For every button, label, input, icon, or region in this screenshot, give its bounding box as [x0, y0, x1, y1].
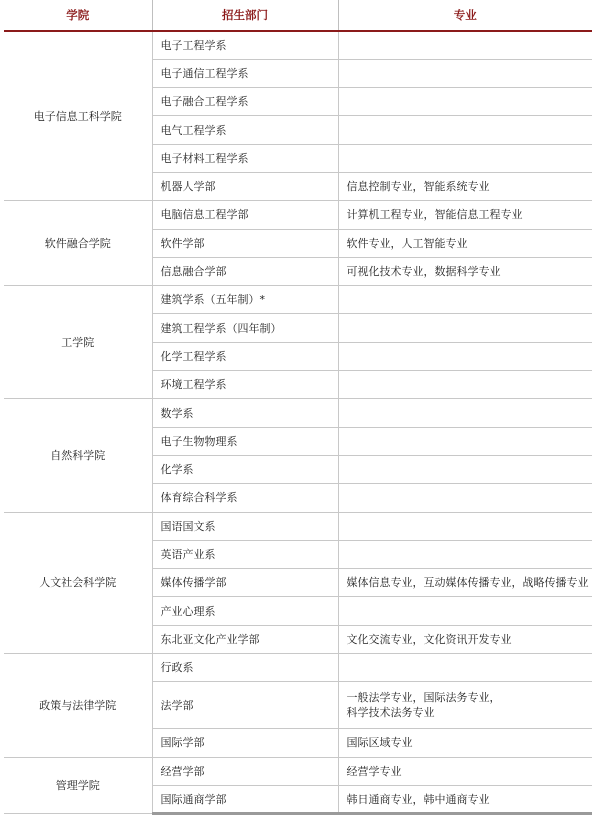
- admissions-table: [4, 0, 592, 815]
- major-cell: 软件专业，人工智能专业: [338, 229, 592, 257]
- department-cell: 化学工程学系: [152, 342, 338, 370]
- major-line: 一般法学专业，国际法务专业，: [346, 691, 501, 705]
- major-cell: 信息控制专业，智能系统专业: [338, 172, 592, 200]
- major-cell: [338, 88, 592, 116]
- department-cell: 数学系: [152, 399, 338, 427]
- college-cell: 工学院: [4, 286, 152, 399]
- department-cell: 软件学部: [152, 229, 338, 257]
- table-row: [4, 286, 592, 314]
- major-cell: 国际区域专业: [338, 729, 592, 757]
- department-cell: 环境工程学系: [152, 371, 338, 399]
- department-cell: 电脑信息工程学部: [152, 201, 338, 229]
- department-cell: 英语产业系: [152, 540, 338, 568]
- major-cell: [338, 427, 592, 455]
- major-cell: [338, 455, 592, 483]
- major-cell: 可视化技术专业，数据科学专业: [338, 257, 592, 285]
- table-row: [4, 31, 592, 59]
- table-row: [4, 757, 592, 785]
- department-cell: 建筑学系（五年制）*: [152, 286, 338, 314]
- department-cell: 建筑工程学系（四年制）: [152, 314, 338, 342]
- department-cell: 电子生物物理系: [152, 427, 338, 455]
- department-cell: 媒体传播学部: [152, 569, 338, 597]
- department-cell: 东北亚文化产业学部: [152, 625, 338, 653]
- major-cell: [338, 31, 592, 59]
- major-cell: 经营学专业: [338, 757, 592, 785]
- department-cell: 国际通商学部: [152, 785, 338, 813]
- department-cell: 电子工程学系: [152, 31, 338, 59]
- department-cell: 行政系: [152, 654, 338, 682]
- table-row: [4, 399, 592, 427]
- major-cell: [338, 342, 592, 370]
- major-cell: [338, 654, 592, 682]
- department-cell: 国际学部: [152, 729, 338, 757]
- department-cell: 信息融合学部: [152, 257, 338, 285]
- department-cell: 电子材料工程学系: [152, 144, 338, 172]
- department-cell: 体育综合科学系: [152, 484, 338, 512]
- major-cell: [338, 116, 592, 144]
- college-cell: 管理学院: [4, 757, 152, 814]
- major-cell: [338, 682, 592, 729]
- major-line: 科学技术法务专业: [346, 706, 435, 720]
- college-cell: 人文社会科学院: [4, 512, 152, 653]
- table-row: [4, 512, 592, 540]
- header-major: 专业: [338, 0, 592, 31]
- major-cell: 媒体信息专业，互动媒体传播专业，战略传播专业: [338, 569, 592, 597]
- department-cell: 产业心理系: [152, 597, 338, 625]
- department-cell: 电子融合工程学系: [152, 88, 338, 116]
- major-cell: [338, 512, 592, 540]
- college-cell: 自然科学院: [4, 399, 152, 512]
- college-cell: 软件融合学院: [4, 201, 152, 286]
- major-cell: [338, 484, 592, 512]
- header-college: 学院: [4, 0, 152, 31]
- department-cell: 国语国文系: [152, 512, 338, 540]
- table-row: [4, 201, 592, 229]
- major-cell: [338, 540, 592, 568]
- major-cell: [338, 399, 592, 427]
- major-cell: [338, 59, 592, 87]
- major-cell: 计算机工程专业，智能信息工程专业: [338, 201, 592, 229]
- major-cell: [338, 597, 592, 625]
- department-cell: 经营学部: [152, 757, 338, 785]
- department-cell: 化学系: [152, 455, 338, 483]
- major-cell: [338, 286, 592, 314]
- department-cell: 电气工程学系: [152, 116, 338, 144]
- major-cell: [338, 144, 592, 172]
- table-header-row: [4, 0, 592, 31]
- college-cell: 政策与法律学院: [4, 654, 152, 758]
- major-cell: [338, 314, 592, 342]
- major-cell: [338, 371, 592, 399]
- department-cell: 电子通信工程学系: [152, 59, 338, 87]
- college-cell: 电子信息工科学院: [4, 31, 152, 201]
- department-cell: 机器人学部: [152, 172, 338, 200]
- table-row: [4, 654, 592, 682]
- major-cell: 韩日通商专业，韩中通商专业: [338, 785, 592, 813]
- department-cell: 法学部: [152, 682, 338, 729]
- table-body: [4, 31, 592, 814]
- major-cell: 文化交流专业，文化资讯开发专业: [338, 625, 592, 653]
- header-department: 招生部门: [152, 0, 338, 31]
